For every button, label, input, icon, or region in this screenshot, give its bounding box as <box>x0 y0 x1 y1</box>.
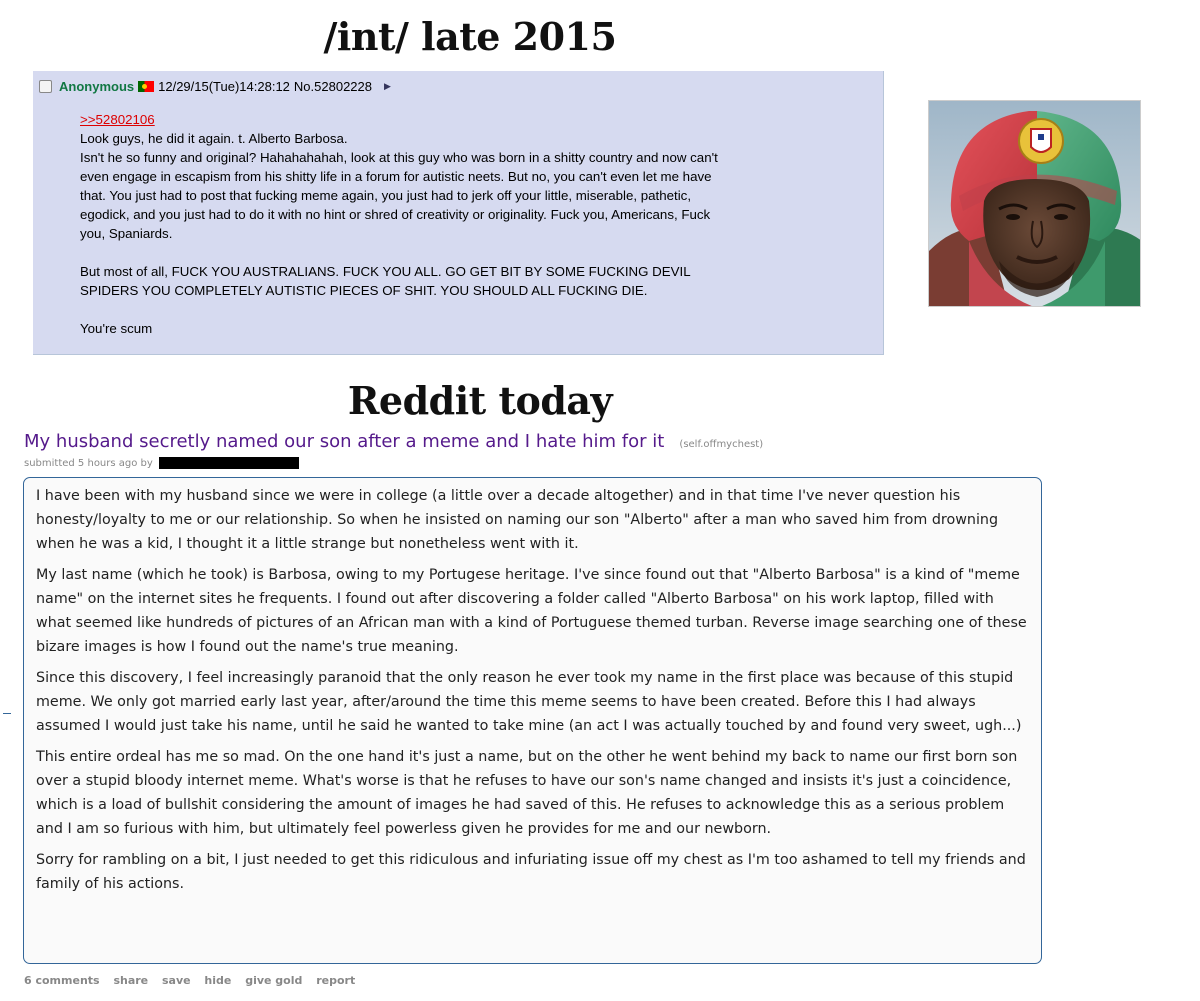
post-line: even engage in escapism from his shitty life in a forum for autistic neets. But no, you can't even let me have <box>80 169 712 184</box>
post-line: egodick, and you just had to do it with no hint or shred of creativity or originality. Fuck you, Americans, Fuck <box>80 207 711 222</box>
selftext-paragraph: I have been with my husband since we were in college (a little over a decade altogether) and in that time I've never question his honesty/loyalty to me or our relationship. So when he insisted on naming our son "Alberto" after a man who saved him from drowning when he was a kid, I thought it a little strange but nonetheless went with it. <box>36 488 999 552</box>
post-body <box>80 110 840 338</box>
post-number[interactable]: No.52802228 <box>293 78 372 94</box>
redacted-username <box>159 457 299 469</box>
post-line: SPIDERS YOU COMPLETELY AUTISTIC PIECES OF SHIT. YOU SHOULD ALL FUCKING DIE. <box>80 283 648 298</box>
post-header <box>39 76 391 96</box>
reddit-post-domain[interactable]: (self.offmychest) <box>679 439 764 450</box>
triangle-right-icon[interactable]: ▶ <box>384 80 391 91</box>
reddit-selftext <box>23 477 1042 964</box>
reddit-action-links <box>24 974 365 987</box>
share-link[interactable]: share <box>113 974 149 987</box>
reddit-post-title[interactable]: My husband secretly named our son after a meme and I hate him for it <box>24 431 665 452</box>
save-link[interactable]: save <box>161 974 191 987</box>
selftext-paragraph: Since this discovery, I feel increasingly paranoid that the only reason he ever took my name in the first place was because of this stupid meme. We only got married early last year, after/around the time this meme seems to have been created. Before this I had always assumed I would just take his name, until he said he wanted to take mine (an act I was actually touched by and found very sweet, ugh...) <box>36 670 1022 734</box>
post-line: you, Spaniards. <box>80 226 173 241</box>
heading-reddit-today: Reddit today <box>347 378 613 423</box>
selftext-paragraph: This entire ordeal has me so mad. On the one hand it's just a name, but on the other he went behind my back to name our first born son over a stupid bloody internet meme. What's worse is that he refuses to have our son's name changed and insists it's just a coincidence, which is a load of bullshit considering the amount of images he had saved of this. He refuses to acknowledge this as a serious problem and I am so furious with him, but ultimately feel powerless given he provides for me and our newborn. <box>36 749 1018 837</box>
post-line: Look guys, he did it again. t. Alberto Barbosa. <box>80 131 348 146</box>
post-line: Isn't he so funny and original? Hahahahahah, look at this guy who was born in a shitty country and now can't <box>80 150 718 165</box>
give-gold-link[interactable]: give gold <box>245 974 303 987</box>
portugal-flag-icon <box>138 81 154 92</box>
hide-link[interactable]: hide <box>204 974 232 987</box>
poster-name: Anonymous <box>59 78 135 94</box>
quote-link[interactable]: >>52802106 <box>80 112 155 127</box>
heading-int-late-2015: /int/ late 2015 <box>323 14 617 59</box>
selftext-paragraph: Sorry for rambling on a bit, I just needed to get this ridiculous and infuriating issue off my chest as I'm too ashamed to tell my friends and family of his actions. <box>36 852 1026 892</box>
expando-indicator <box>3 713 11 714</box>
post-datetime: 12/29/15(Tue)14:28:12 <box>158 78 290 94</box>
post-line: You're scum <box>80 321 153 336</box>
post-line-gap <box>80 243 840 262</box>
reddit-title-row <box>24 431 763 452</box>
reddit-submitted-line <box>24 457 299 469</box>
checkbox-icon[interactable] <box>39 80 52 93</box>
comments-link[interactable]: 6 comments <box>24 974 100 987</box>
fourchan-post <box>33 71 884 355</box>
post-line-gap <box>80 300 840 319</box>
turban-man-portrait <box>928 100 1141 307</box>
submitted-text: submitted 5 hours ago by <box>24 457 153 469</box>
report-link[interactable]: report <box>316 974 356 987</box>
post-line: But most of all, FUCK YOU AUSTRALIANS. FUCK YOU ALL. GO GET BIT BY SOME FUCKING DEVIL <box>80 264 691 279</box>
post-line: that. You just had to post that fucking meme again, you just had to jerk off your little, miserable, pathetic, <box>80 188 692 203</box>
selftext-paragraph: My last name (which he took) is Barbosa, owing to my Portugese heritage. I've since found out that "Alberto Barbosa" is a kind of "meme name" on the internet sites he frequents. I found out after discovering a folder called "Alberto Barbosa" on his work laptop, filled with what seemed like hundreds of pictures of an African man with a kind of Portuguese themed turban. Reverse image searching one of these bizare images is how I found out the name's true meaning. <box>36 567 1027 655</box>
